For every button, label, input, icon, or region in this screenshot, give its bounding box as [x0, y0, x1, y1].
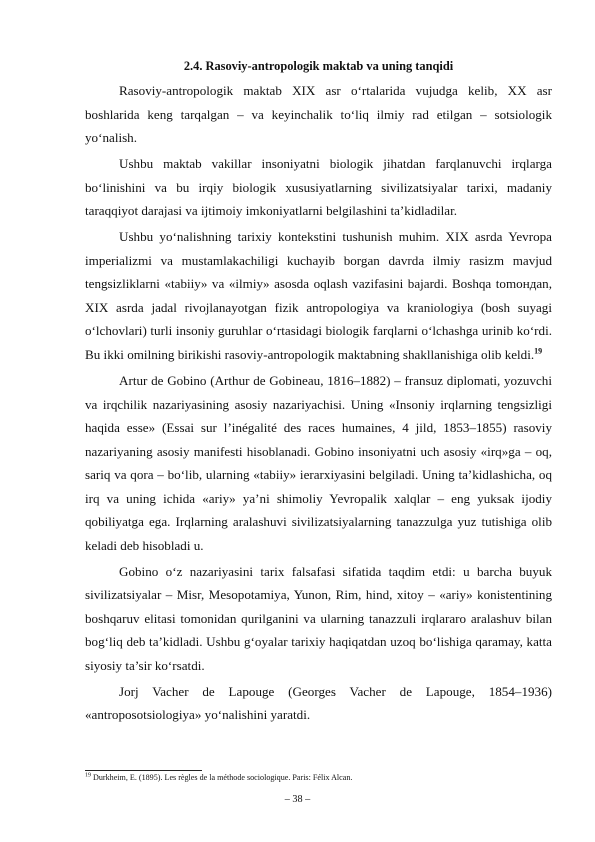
paragraph-3 — [85, 225, 552, 366]
paragraph-1-text: Rasoviy-antropologik maktab XIX asr o‘rtalarida vujudga kelib, XX asr boshlarida keng tarqalgan – va keyinchalik to‘liq ilmiy rad etilgan – sotsiologik yo‘nalish. — [85, 83, 552, 145]
footnote-mark: 19 — [85, 772, 91, 779]
paragraph-6 — [85, 680, 552, 727]
footnote-divider — [85, 770, 202, 771]
paragraph-5-text: Gobino o‘z nazariyasini tarix falsafasi sifatida taqdim etdi: u barcha buyuk sivilizatsiyalar – Misr, Mesopotamiya, Yunon, Rim, hind, xitoy – «ariy» konistentining boshqaruv elitasi tomonidan qurilganini va ularning tanazzuli irqlararo aralashuv bilan bog‘liq deb ta’kidladi. Ushbu g‘oyalar tarixiy haqiqatdan uzoq bo‘lishiga qaramay, katta siyosiy ta’sir ko‘rsatdi. — [85, 563, 552, 673]
paragraph-2-text: Ushbu maktab vakillar insoniyatni biologik jihatdan farqlanuvchi irqlarga bo‘linishini va bu irqiy biologik xususiyatlarning sivilizatsiyalar tarixi, madaniy taraqqiyot darajasi va ijtimoiy imkoniyatlarni belgilashini ta’kidladilar. — [85, 156, 552, 219]
paragraph-5 — [85, 560, 552, 678]
paragraph-1 — [85, 79, 552, 150]
body-text — [85, 79, 552, 730]
paragraph-2 — [85, 152, 552, 223]
page-number: – 38 – — [284, 794, 311, 805]
paragraph-3-text: Ushbu yo‘nalishning tarixiy kontekstini tushunish muhim. XIX asrda Yevropa imperializmi va mustamlakachiligi kuchayib borgan davrda ilmiy rasizm mavjud tengsizliklarni «tabiiy» va «ilmiy» asosda oqlash vazifasini bajardi. Boshqa tomoндan, XIX asrda jadal rivojlanayotgan fizik antropologiya va kraniologiya (bosh suyagi o‘lchovlari) turli insoniy guruhlar o‘rtasidagi biologik farqlarni o‘lchashga urinib ko‘rdi. Bu ikki omilning birikishi rasoviy-antropologik maktabning shakllanishiga olib keldi. — [85, 229, 552, 362]
footnote-text: Durkheim, E. (1895). Les règles de la méthode sociologique. Paris: Félix Alcan. — [93, 773, 353, 782]
section-heading: 2.4. Rasoviy-antropologik maktab va uning tanqidi — [183, 59, 454, 73]
paragraph-4-text: Artur de Gobino (Arthur de Gobineau, 1816–1882) – fransuz diplomati, yozuvchi va irqchilik nazariyasining asosiy nazariyachisi. Uning «Insoniy irqlarning tengsizligi haqida esse» (Essai sur l’inégalité des races humaines, 4 jild, 1853–1855) rasoviy nazariyaning asosiy manifesti hisoblanadi. Gobino insoniyatni uch asosiy «irq»ga – oq, sariq va qora – bo‘lib, ularning «tabiiy» ierarxiyasini belgiladi. Uning ta’kidlashicha, oq irq va uning ichida «ariy» ya’ni shimoliy Yevropalik xalqlar – eng yuksak ijodiy qobiliyatga ega. Irqlarning aralashuvi sivilizatsiyalarning tanazzulga yuz tutishiga olib keladi deb hisobladi u. — [85, 373, 552, 553]
footnote — [85, 773, 552, 783]
paragraph-4 — [85, 369, 552, 557]
paragraph-6-text: Jorj Vacher de Lapouge (Georges Vacher de Lapouge, 1854–1936) «antroposotsiologiya» yo‘nalishini yaratdi. — [85, 683, 552, 723]
footnote-reference[interactable]: 19 — [534, 346, 543, 356]
